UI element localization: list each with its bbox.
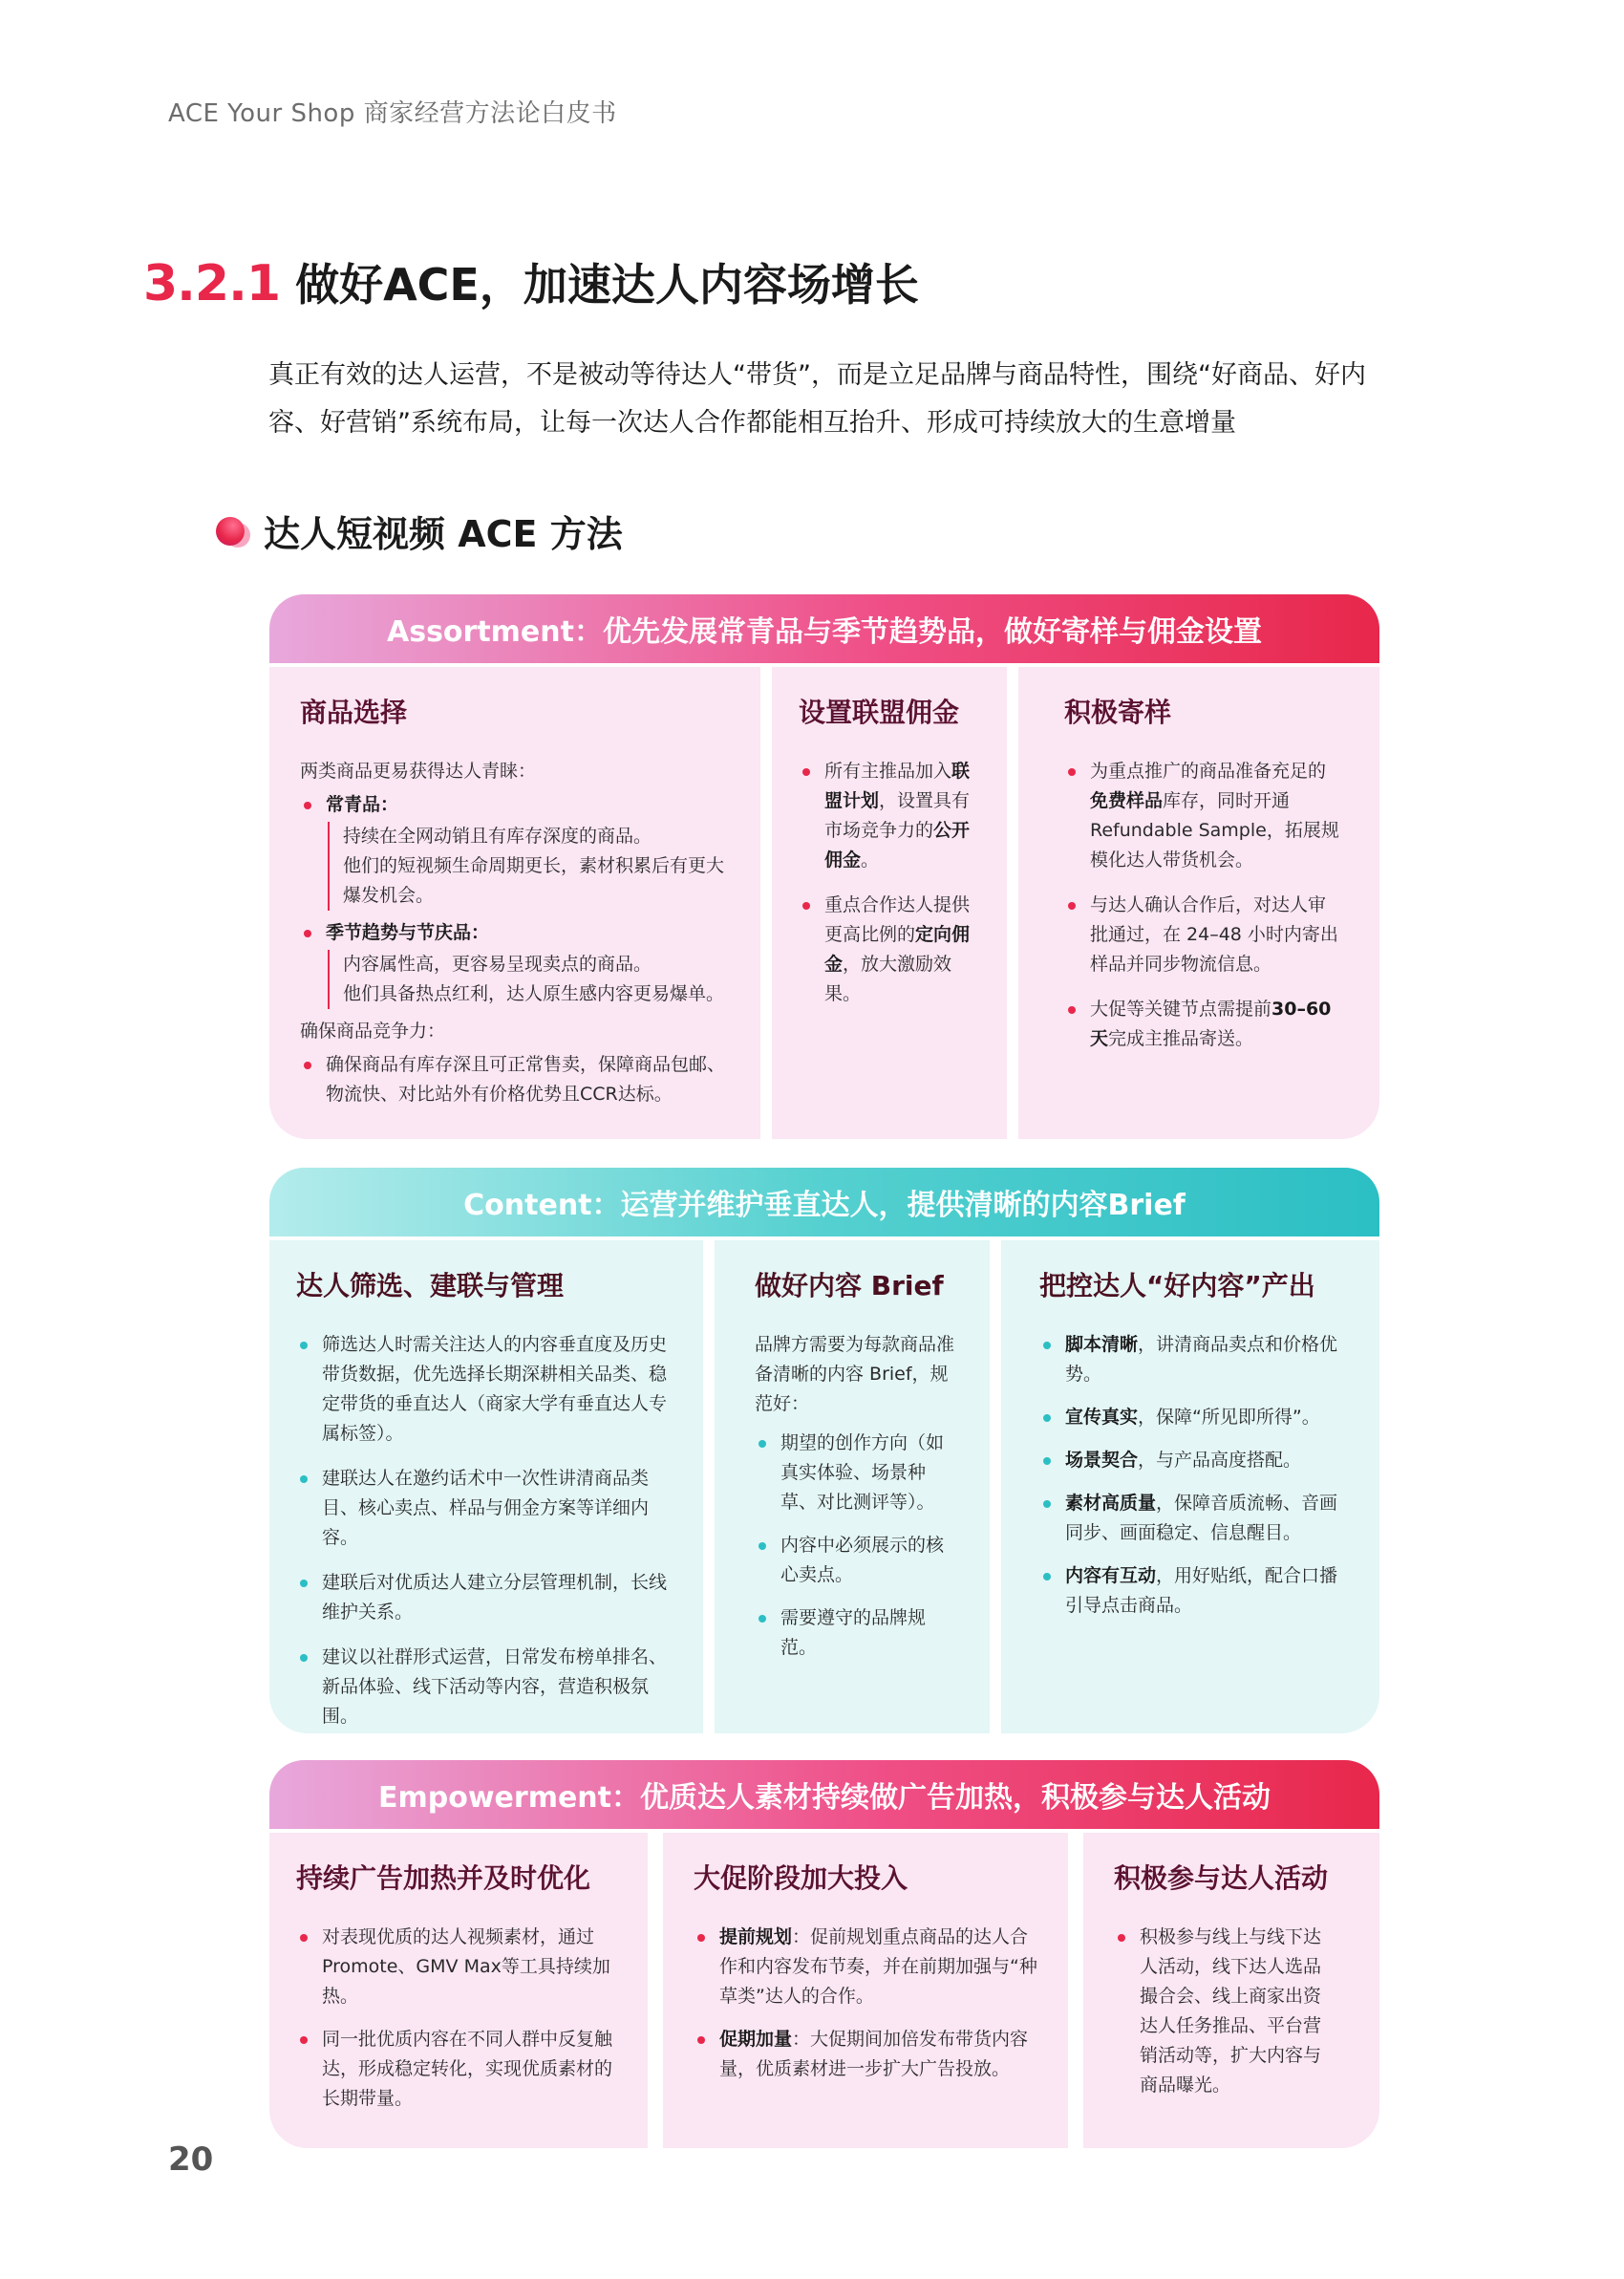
list-item: 需要遵守的品牌规范。 (755, 1603, 955, 1663)
list-item: 对表现优质的达人视频素材，通过Promote、GMV Max等工具持续加热。 (296, 1923, 621, 2011)
ad-boost-card (269, 1833, 648, 2148)
card-title: 持续广告加热并及时优化 (296, 1862, 591, 1894)
content-quality-card (1001, 1240, 1379, 1733)
list-item (300, 790, 734, 911)
list-item: 重点合作达人提供更高比例的定向佣金，放大激励效果。 (799, 891, 984, 1009)
creator-activities-card (1083, 1833, 1379, 2148)
product-selection-card (269, 667, 760, 1139)
bullet-blob-icon (216, 517, 245, 546)
list-item: 促期加量：大促期间加倍发布带货内容量，优质素材进一步扩大广告投放。 (694, 2025, 1039, 2084)
content-brief-card (715, 1240, 990, 1733)
sampling-card (1018, 667, 1379, 1139)
assortment-banner: Assortment：优先发展常青品与季节趋势品，做好寄样与佣金设置 (269, 594, 1379, 663)
list-item: 脚本清晰，讲清商品卖点和价格优势。 (1039, 1330, 1341, 1389)
page-number: 20 (168, 2140, 214, 2179)
section-title (143, 250, 919, 313)
seasonal-line: 他们具备热点红利，达人原生感内容更易爆单。 (343, 983, 725, 1004)
list-item (300, 918, 734, 1009)
promo-investment-card (663, 1833, 1068, 2148)
creator-management-card (269, 1240, 703, 1733)
list-item: 宣传真实，保障“所见即所得”。 (1039, 1403, 1341, 1432)
list-item: 建联达人在邀约话术中一次性讲清商品类目、核心卖点、样品与佣金方案等详细内容。 (296, 1464, 676, 1553)
list-item: 所有主推品加入联盟计划，设置具有市场竞争力的公开佣金。 (799, 757, 984, 875)
card-title: 达人筛选、建联与管理 (296, 1270, 565, 1301)
list-item: 提前规划：促前规划重点商品的达人合作和内容发布节奏，并在前期加强与“种草类”达人的合作。 (694, 1923, 1039, 2011)
list-item: 内容中必须展示的核心卖点。 (755, 1531, 955, 1590)
evergreen-line: 他们的短视频生命周期更长，素材积累后有更大爆发机会。 (343, 855, 725, 906)
card-title: 商品选择 (300, 697, 408, 728)
card-title: 做好内容 Brief (755, 1270, 944, 1301)
product-selection-lead: 两类商品更易获得达人青睐： (300, 761, 537, 782)
card-title: 设置联盟佣金 (799, 697, 960, 728)
affiliate-commission-card (772, 667, 1007, 1139)
list-item: 建联后对优质达人建立分层管理机制，长线维护关系。 (296, 1568, 676, 1627)
card-title: 大促阶段加大投入 (694, 1862, 908, 1894)
empowerment-banner: Empowerment：优质达人素材持续做广告加热，积极参与达人活动 (269, 1760, 1379, 1829)
running-header: ACE Your Shop 商家经营方法论白皮书 (168, 99, 617, 128)
card-title: 积极寄样 (1064, 697, 1172, 728)
seasonal-label: 季节趋势与节庆品： (326, 922, 490, 943)
section-heading: 做好ACE，加速达人内容场增长 (295, 259, 919, 311)
seasonal-detail (328, 950, 734, 1009)
list-item: 大促等关键节点需提前30–60 天完成主推品寄送。 (1064, 995, 1341, 1054)
list-item: 内容有互动，用好贴纸，配合口播引导点击商品。 (1039, 1561, 1341, 1621)
section-number: 3.2.1 (143, 255, 281, 312)
method-title (216, 505, 623, 557)
list-item: 确保商品有库存深且可正常售卖，保障商品包邮、物流快、对比站外有价格优势且CCR达标。 (300, 1050, 734, 1109)
list-item: 期望的创作方向（如真实体验、场景种草、对比测评等）。 (755, 1429, 955, 1517)
evergreen-detail (328, 822, 734, 911)
list-item: 素材高质量，保障音质流畅、音画同步、画面稳定、信息醒目。 (1039, 1489, 1341, 1548)
list-item: 为重点推广的商品准备充足的免费样品库存，同时开通Refundable Sample，拓展规模化达人带货机会。 (1064, 757, 1341, 875)
list-item: 筛选达人时需关注达人的内容垂直度及历史带货数据，优先选择长期深耕相关品类、稳定带货的垂直达人（商家大学有垂直达人专属标签）。 (296, 1330, 676, 1449)
list-item: 与达人确认合作后，对达人审批通过，在 24–48 小时内寄出样品并同步物流信息。 (1064, 891, 1341, 979)
list-item: 积极参与线上与线下达人活动，线下达人选品撮合会、线上商家出资达人任务推品、平台营销活动等，扩大内容与商品曝光。 (1114, 1923, 1336, 2100)
content-banner: Content：运营并维护垂直达人，提供清晰的内容Brief (269, 1168, 1379, 1236)
competitiveness-lead: 确保商品竞争力： (300, 1021, 446, 1042)
card-title: 积极参与达人活动 (1114, 1862, 1329, 1894)
evergreen-label: 常青品： (326, 794, 399, 815)
list-item: 场景契合，与产品高度搭配。 (1039, 1446, 1341, 1475)
brief-lead: 品牌方需要为每款商品准备清晰的内容 Brief，规范好： (755, 1334, 955, 1414)
list-item: 同一批优质内容在不同人群中反复触达，形成稳定转化，实现优质素材的长期带量。 (296, 2025, 621, 2114)
list-item: 建议以社群形式运营，日常发布榜单排名、新品体验、线下活动等内容，营造积极氛围。 (296, 1643, 676, 1731)
evergreen-line: 持续在全网动销且有库存深度的商品。 (343, 826, 652, 847)
card-title: 把控达人“好内容”产出 (1039, 1270, 1315, 1301)
seasonal-line: 内容属性高，更容易呈现卖点的商品。 (343, 954, 652, 975)
method-heading: 达人短视频 ACE 方法 (264, 513, 623, 555)
section-intro: 真正有效的达人运营，不是被动等待达人“带货”，而是立足品牌与商品特性，围绕“好商品、好内容、好营销”系统布局，让每一次达人合作都能相互抬升、形成可持续放大的生意增量 (268, 360, 1366, 438)
